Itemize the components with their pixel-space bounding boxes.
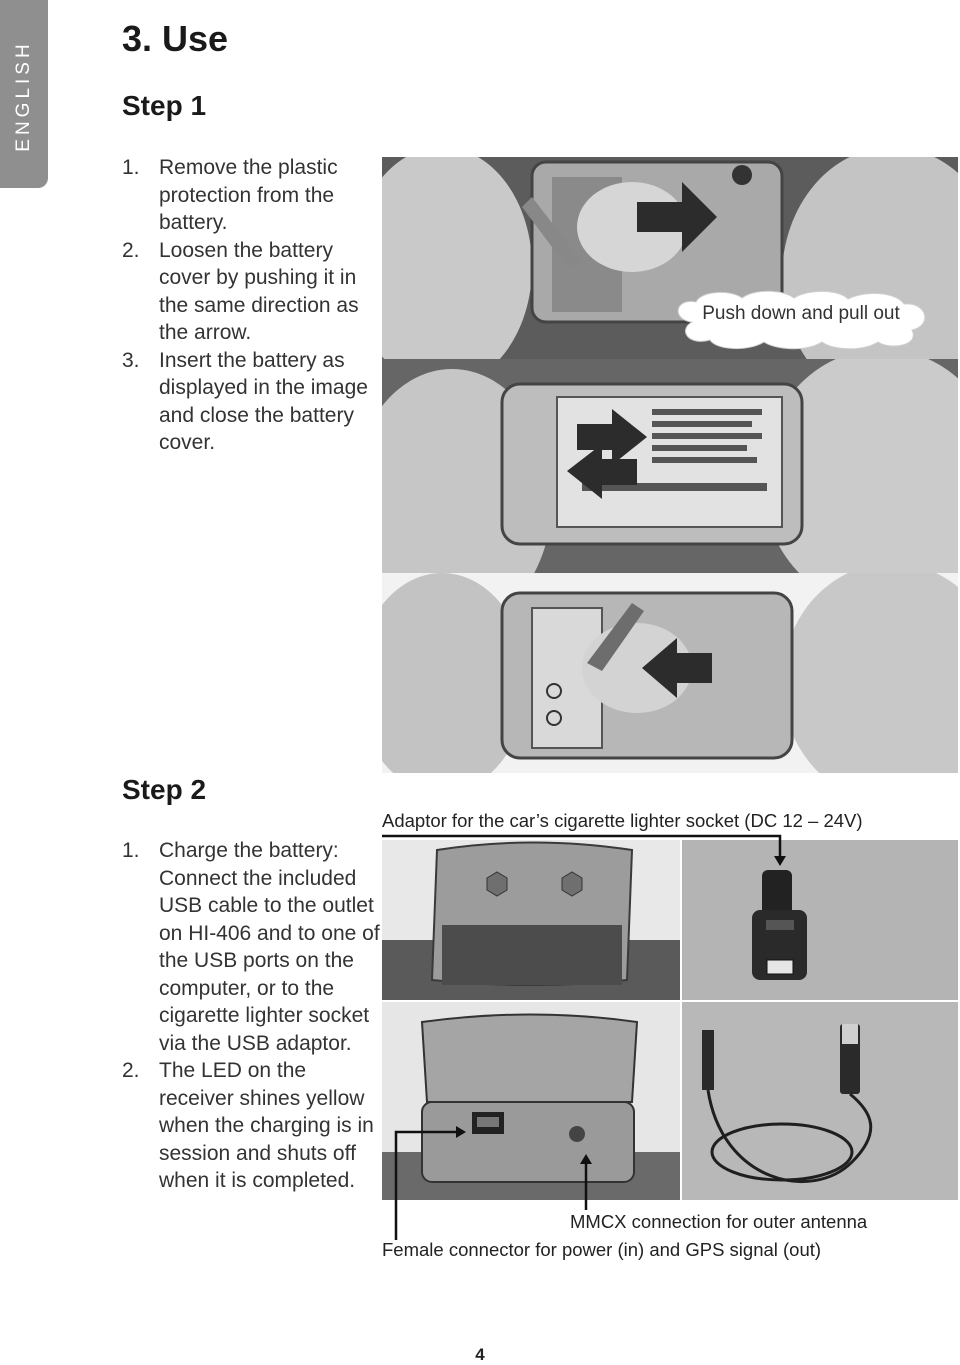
step1-heading: Step 1 [122,90,207,121]
section-title: 3. Use [122,18,229,59]
step1-item: 2. Loosen the battery cover by pushing it in the same direction as the arrow. [122,238,359,344]
language-tab [0,0,48,188]
photo-close-cover [382,573,958,773]
step2-heading: Step 2 [122,774,207,805]
step2-item: 2. The LED on the receiver shines yellow when the charging is in session and shuts off when it is completed. [122,1059,374,1192]
photo-insert-battery [382,359,958,573]
callout-text: Push down and pull out [702,303,900,324]
caption-mmcx: MMCX connection for outer antenna [570,1211,868,1232]
step1-list [122,154,382,457]
step2-list [122,837,384,1195]
page-number: 4 [475,1345,485,1364]
photo-car-adaptor [682,840,958,1000]
language-tab-label: ENGLISH [13,40,34,152]
step2-item: 1. Charge the battery: Connect the included USB cable to the outlet on HI-406 and to one of the USB ports on the computer, or to the cigarette lighter socket via the USB adaptor. [122,839,380,1055]
photo-usb-cable [682,1002,958,1200]
step1-item: 1. Remove the plastic protection from the battery. [122,156,338,234]
caption-female-connector: Female connector for power (in) and GPS signal (out) [382,1239,822,1260]
step1-item: 3. Insert the battery as displayed in the image and close the battery cover. [122,348,368,454]
photo-receiver-side [382,1002,680,1200]
photo-receiver-top [382,840,680,1000]
caption-adaptor: Adaptor for the car’s cigarette lighter socket (DC 12 – 24V) [382,810,863,831]
